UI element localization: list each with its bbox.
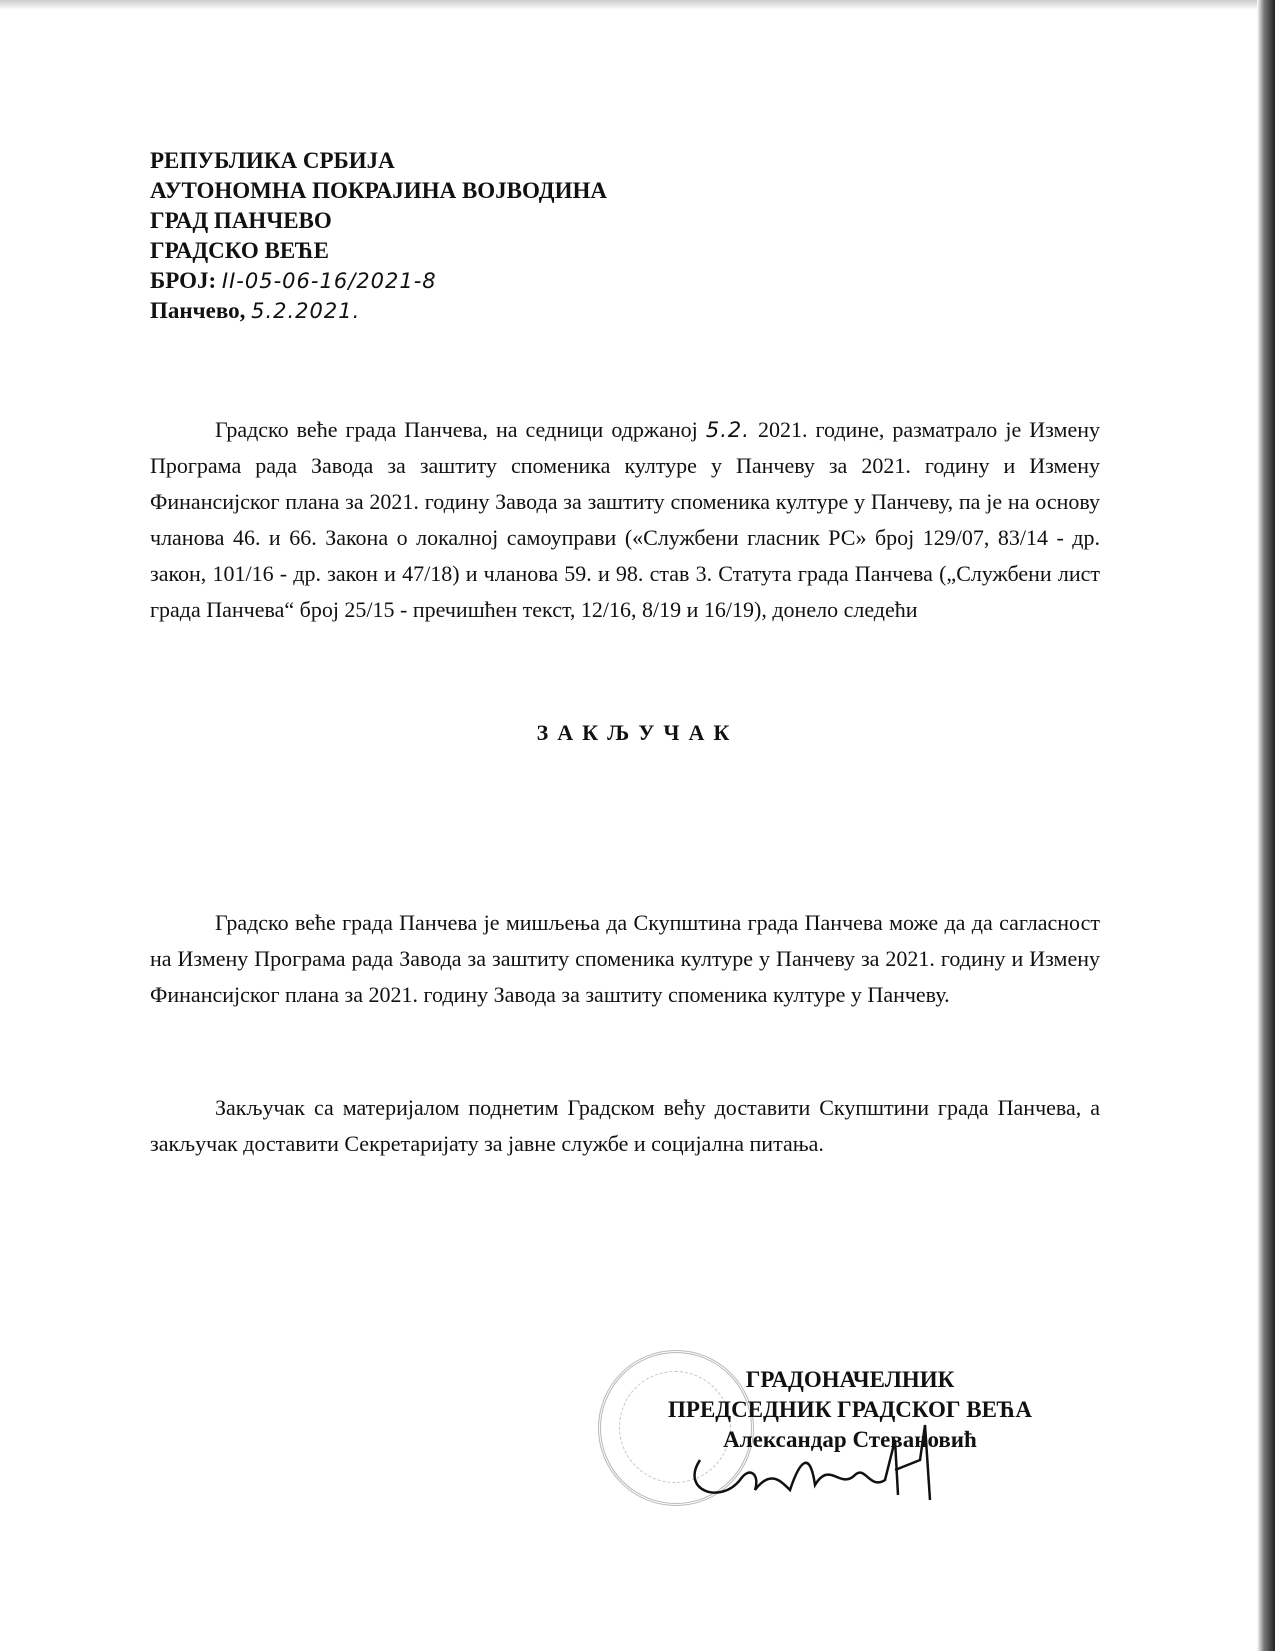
number-label: БРОЈ: xyxy=(150,268,217,293)
session-date: 5.2. xyxy=(705,418,750,442)
intro-after-date: 2021. године, разматрало је Измену Програма рада Завода за заштиту споменика културе у Панчеву за 2021. годину и Измену Финансијског плана за 2021. годину Завода за заштиту споменика културе у Панчеву, па је на основу чланова 46. и 66. Закона о локалној самоуправи («Службени гласник РС» број 129/07, 83/14 - др. закон, 101/16 - др. закон и 47/18) и чланова 59. и 98. став 3. Статута града Панчева („Службени лист града Панчева“ број 25/15 - пречишћен текст, 12/16, 8/19 и 16/19), донело следећи xyxy=(150,417,1100,622)
date-value: 5.2.2021. xyxy=(251,299,361,323)
place-label: Панчево, xyxy=(150,298,246,323)
header-place-date xyxy=(150,296,607,326)
intro-before-date: Градско веће града Панчева, на седници одржаној xyxy=(215,417,706,442)
signatory-title-1: ГРАДОНАЧЕЛНИК xyxy=(745,1367,955,1392)
body-paragraph-1: Градско веће града Панчева је мишљења да Скупштина града Панчева може да да сагласност на Измену Програма рада Завода за заштиту споменика културе у Панчеву за 2021. годину и Измену Финансијског плана за 2021. годину Завода за заштиту споменика културе у Панчеву. xyxy=(150,910,1100,1007)
header-city: ГРАД ПАНЧЕВО xyxy=(150,208,332,233)
header-council: ГРАДСКО ВЕЋЕ xyxy=(150,238,329,263)
number-value: II-05-06-16/2021-8 xyxy=(221,269,437,293)
header-country: РЕПУБЛИКА СРБИЈА xyxy=(150,148,395,173)
header-number xyxy=(150,266,607,296)
signatory-name: Александар Стевановић xyxy=(723,1427,977,1452)
scan-shadow-top xyxy=(0,0,1275,10)
document-header xyxy=(150,146,607,326)
scan-shadow-right xyxy=(1257,0,1275,1651)
intro-paragraph xyxy=(150,412,1100,628)
header-province: АУТОНОМНА ПОКРАЈИНА ВОЈВОДИНА xyxy=(150,178,607,203)
signatory-title-2: ПРЕДСЕДНИК ГРАДСКОГ ВЕЋА xyxy=(668,1397,1032,1422)
document-title: ЗАКЉУЧАК xyxy=(536,720,739,745)
handwritten-signature xyxy=(680,1420,960,1510)
body-paragraph-2: Закључак са материјалом поднетим Градском већу доставити Скупштини града Панчева, а закључак доставити Секретаријату за јавне службе и социјална питања. xyxy=(150,1095,1100,1156)
